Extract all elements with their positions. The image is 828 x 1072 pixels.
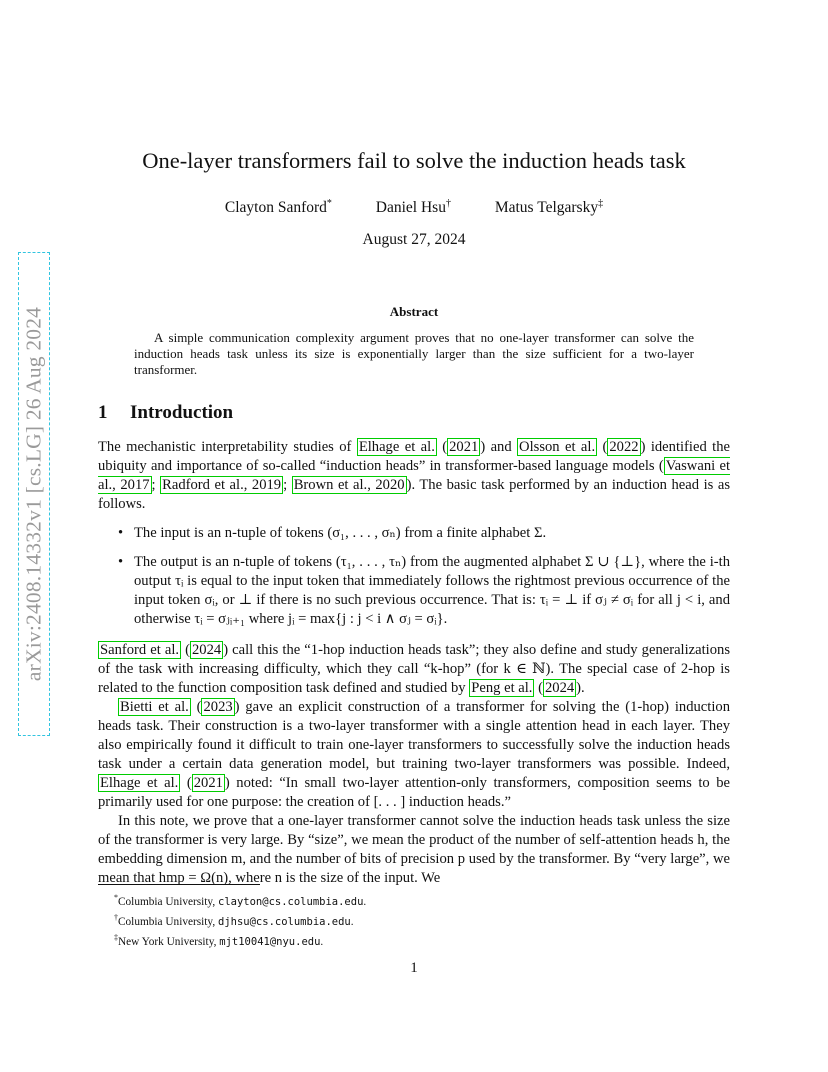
paragraph: In this note, we prove that a one-layer transformer cannot solve the induction heads task unless the size of the transformer is very large. By “size”, we mean the product of the number of self-attention heads h, the embedding dimension m, and the number of bits of precision p used by the transformer. By “very large”, we mean that hmp = Ω(n), where n is the size of the input. We [98, 813, 730, 886]
email-link[interactable]: clayton@cs.columbia.edu [218, 895, 364, 908]
footnote: ‡New York University, mjt10041@nyu.edu. [114, 932, 324, 948]
citation-link[interactable]: 2022 [609, 439, 639, 455]
section-heading [98, 402, 233, 424]
main-text [98, 438, 730, 888]
paragraph: The mechanistic interpretability studies of Elhage et al. ( 2021 ) and Olsson et al. ( 2022 ) identified the ubiquity and importance of so-called “induction heads” in transformer-based language models ( Vaswani et al., 2017 ; Radford et al., 2019 ; Brown et al., 2020 ). The basic task performed by an induction head is as follows. [98, 439, 731, 512]
abstract-text: A simple communication complexity argument proves that no one-layer transformer can solve the induction heads task unless its size is exponentially larger than the size sufficient for a two-layer transformer. [134, 330, 694, 377]
paper-date: August 27, 2024 [362, 231, 466, 248]
citation-link[interactable]: Elhage et al. [100, 775, 179, 791]
paragraph: Bietti et al. ( 2023 ) gave an explicit construction of a transformer for solving the (1-hop) induction heads task. Their construction is a two-layer transformer with a single attention head in each layer. They also empirically found it difficult to train one-layer transformers to successfully solve the induction heads task under a certain data generation model, but training two-layer transformers was possible. Indeed, Elhage et al. ( 2021 ) noted: “In small two-layer attention-only transformers, composition seems to be primarily used for one purpose: the creation of [. . . ] induction heads.” [98, 699, 730, 810]
abstract-heading: Abstract [389, 304, 439, 319]
email-link[interactable]: djhsu@cs.columbia.edu [218, 915, 351, 928]
list-item: • The input is an n-tuple of tokens (σ₁, . . . , σₙ) from a finite alphabet Σ. [118, 525, 547, 541]
citation-link[interactable]: Radford et al., 2019 [162, 477, 282, 493]
citation-link[interactable]: 2021 [193, 775, 223, 791]
bullet-icon: • [118, 525, 124, 541]
footnote: †Columbia University, djhsu@cs.columbia.edu. [114, 912, 354, 928]
arxiv-identifier: arXiv:2408.14332v1 [cs.LG] 26 Aug 2024 [21, 306, 46, 682]
author: Matus Telgarsky‡ [494, 198, 604, 217]
abstract-body [134, 330, 694, 378]
paragraph: Sanford et al. ( 2024 ) call this the “1-hop induction heads task”; they also define and study generalizations of the task with increasing difficulty, which they call “k-hop” (for k ∈ ℕ). The special case of 2-hop is related to the function composition task defined and studied by Peng et al. ( 2024 ). [98, 642, 730, 696]
footnote: *Columbia University, clayton@cs.columbia.edu. [114, 893, 367, 908]
citation-link[interactable]: Brown et al., 2020 [293, 477, 405, 493]
list-item: • The output is an n-tuple of tokens (τ₁, . . . , τₙ) from the augmented alphabet Σ ∪ {⊥}, where the i-th output τᵢ is equal to the input token that immediately follows the rightmost previous occurrence of the input token σᵢ, or ⊥ if there is no such previous occurrence. That is: τᵢ = ⊥ if σⱼ ≠ σᵢ for all j < i, and otherwise τᵢ = σⱼᵢ₊₁ where jᵢ = max{j : j < i ∧ σⱼ = σᵢ}. [118, 554, 730, 627]
citation-link[interactable]: Bietti et al. [120, 699, 189, 715]
section-title: Introduction [130, 402, 234, 423]
author: Daniel Hsu† [375, 198, 451, 217]
author-list [0, 198, 828, 217]
citation-link[interactable]: 2024 [192, 642, 222, 658]
citation-link[interactable]: Sanford et al. [100, 642, 180, 658]
citation-link[interactable]: Vaswani et al., 2017 [98, 458, 730, 493]
citation-link[interactable]: Peng et al. [471, 680, 533, 696]
paper-title: One-layer transformers fail to solve the induction heads task [142, 148, 686, 173]
citation-link[interactable]: 2023 [203, 699, 233, 715]
bullet-icon: • [118, 554, 124, 570]
citation-link[interactable]: Olsson et al. [519, 439, 596, 455]
email-link[interactable]: mjt10041@nyu.edu [219, 935, 321, 948]
footnote-mark[interactable]: † [445, 198, 451, 209]
citation-link[interactable]: 2024 [544, 680, 575, 696]
citation-link[interactable]: Elhage et al. [358, 439, 435, 455]
footnote-mark[interactable]: * [326, 198, 332, 209]
citation-link[interactable]: 2021 [449, 439, 479, 455]
page-number: 1 [410, 960, 418, 976]
footnote-mark[interactable]: ‡ [598, 198, 604, 209]
footnote-divider [98, 884, 260, 885]
author: Clayton Sanford* [224, 198, 332, 217]
bullet-list [98, 524, 730, 629]
arxiv-sidebar-stamp[interactable] [18, 252, 50, 736]
footnotes [114, 890, 366, 949]
section-number: 1 [98, 402, 108, 423]
